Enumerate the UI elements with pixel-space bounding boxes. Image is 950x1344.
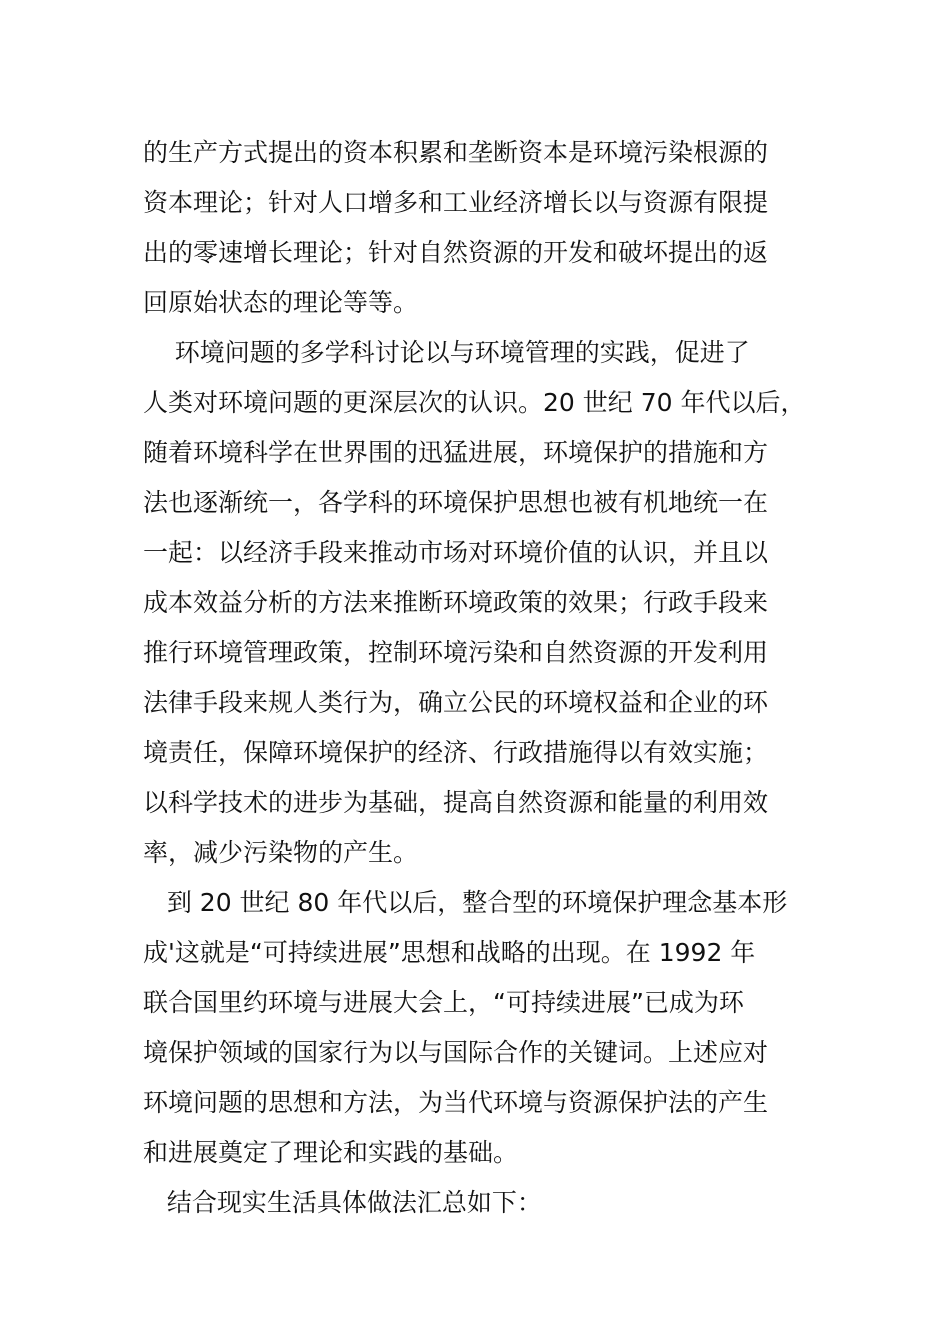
- text-line: 以科学技术的进步为基础，提高自然资源和能量的利用效: [143, 788, 769, 817]
- text-line: 境保护领域的国家行为以与国际合作的关键词。上述应对: [143, 1038, 769, 1067]
- text-line: 资本理论；针对人口增多和工业经济增长以与资源有限提: [143, 188, 769, 217]
- text-line: 成'这就是“可持续进展”思想和战略的出现。在 1992 年: [143, 938, 756, 967]
- text-line: 率，减少污染物的产生。: [143, 838, 419, 867]
- text-line: 随着环境科学在世界围的迅猛进展，环境保护的措施和方: [143, 438, 769, 467]
- text-line: 回原始状态的理论等等。: [143, 288, 419, 317]
- text-line: 结合现实生活具体做法汇总如下：: [143, 1188, 542, 1217]
- text-line: 成本效益分析的方法来推断环境政策的效果；行政手段来: [143, 588, 769, 617]
- text-line: 出的零速增长理论；针对自然资源的开发和破坏提出的返: [143, 238, 769, 267]
- paragraph-2: [143, 328, 818, 878]
- body-text: [143, 128, 818, 1228]
- text-line: 法也逐渐统一，各学科的环境保护思想也被有机地统一在: [143, 488, 769, 517]
- paragraph-1: [143, 128, 818, 328]
- text-line: 的生产方式提出的资本积累和垄断资本是环境污染根源的: [143, 138, 769, 167]
- text-line: 环境问题的多学科讨论以与环境管理的实践，促进了: [143, 338, 750, 367]
- text-line: 一起：以经济手段来推动市场对环境价值的认识，并且以: [143, 538, 769, 567]
- text-line: 法律手段来规人类行为，确立公民的环境权益和企业的环: [143, 688, 769, 717]
- text-line: 人类对环境问题的更深层次的认识。20 世纪 70 年代以后，: [143, 388, 806, 417]
- text-line: 联合国里约环境与进展大会上，“可持续进展”已成为环: [143, 988, 744, 1017]
- paragraph-3: [143, 878, 818, 1178]
- paragraph-4: [143, 1178, 818, 1228]
- text-line: 境责任，保障环境保护的经济、行政措施得以有效实施；: [143, 738, 769, 767]
- text-line: 推行环境管理政策，控制环境污染和自然资源的开发利用: [143, 638, 769, 667]
- text-line: 环境问题的思想和方法，为当代环境与资源保护法的产生: [143, 1088, 769, 1117]
- text-line: 和进展奠定了理论和实践的基础。: [143, 1138, 519, 1167]
- text-line: 到 20 世纪 80 年代以后，整合型的环境保护理念基本形: [143, 888, 788, 917]
